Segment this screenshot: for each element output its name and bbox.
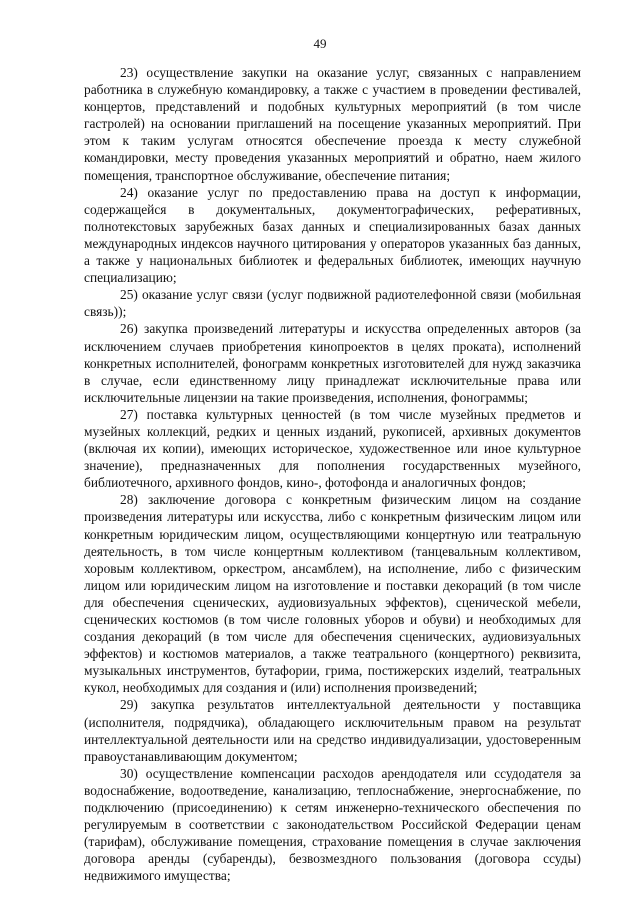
paragraph-item-27: 27) поставка культурных ценностей (в том числе музейных предметов и музейных коллекций, редких и ценных изданий, рукописей, архивных документов (включая их копии), имеющих историческое, художественное или иное культурное значение), предназначенных для пополнения государственных музейного, библиотечного, архивного фондов, кино-, фотофонда и аналогичных фондов; xyxy=(84,406,581,491)
paragraph-item-26: 26) закупка произведений литературы и искусства определенных авторов (за исключением случаев приобретения кинопроектов в целях проката), исполнений конкретных исполнителей, фонограмм конкретных изготовителей для нужд заказчика в случае, если единственному лицу принадлежат исключительные права или исключительные лицензии на такие произведения, исполнения, фонограммы; xyxy=(84,321,581,405)
paragraph-item-23: 23) осуществление закупки на оказание услуг, связанных с направлением работника в служебную командировку, а также с участием в проведении фестивалей, концертов, представлений и подобных культурных мероприятий (в том числе гастролей) на основании приглашений на посещение указанных мероприятий. При этом к таким услугам относятся обеспечение проезда к месту служебной командировки, месту проведения указанных мероприятий и обратно, наем жилого помещения, транспортное обслуживание, обеспечение питания; xyxy=(84,65,581,183)
page-number: 49 xyxy=(313,36,327,51)
paragraph-item-30: 30) осуществление компенсации расходов арендодателя или ссудодателя за водоснабжение, водоотведение, канализацию, теплоснабжение, энергоснабжение, по подключению (присоединению) к сетям инженерно-технического обеспечения по регулируемым в соответствии с законодательством Российской Федерации ценам (тарифам), обслуживание помещения, страхование помещения в случае заключения договора аренды (субаренды), безвозмездного пользования (договора ссуды) недвижимого имущества; xyxy=(84,765,581,884)
paragraph-item-29: 29) закупка результатов интеллектуальной деятельности у поставщика (исполнителя, подрядчика), обладающего исключительным правом на результат интеллектуальной деятельности или на средство индивидуализации, удостоверенным правоустанавливающим документом; xyxy=(84,697,581,764)
paragraph-item-25: 25) оказание услуг связи (услуг подвижной радиотелефонной связи (мобильная связь)); xyxy=(84,287,581,320)
paragraph-item-24: 24) оказание услуг по предоставлению права на доступ к информации, содержащейся в документальных, документографических, реферативных, полнотекстовых зарубежных базах данных и специализированных базах данных международных индексов научного цитирования у операторов указанных баз данных, а также у национальных библиотек и федеральных библиотек, имеющих научную специализацию; xyxy=(84,184,581,286)
document-body xyxy=(84,64,581,885)
paragraph-item-28: 28) заключение договора с конкретным физическим лицом на создание произведения литературы или искусства, либо с конкретным физическим лицом или конкретным юридическим лицом, осуществляющими концертную или театральную деятельность, в том числе концертным коллективом (танцевальным коллективом, хоровым коллективом, оркестром, ансамблем), на исполнение, либо с физическим лицом или юридическим лицом на изготовление и поставки декораций (в том числе для обеспечения сценических, аудиовизуальных эффектов), сценической мебели, сценических костюмов (в том числе головных уборов и обуви) и необходимых для создания декораций (в том числе для обеспечения сценических, аудиовизуальных эффектов) и костюмов материалов, а также театрального (концертного) реквизита, музыкальных инструментов, бутафории, грима, постижерских изделий, театральных кукол, необходимых для создания и (или) исполнения произведений; xyxy=(84,492,581,696)
